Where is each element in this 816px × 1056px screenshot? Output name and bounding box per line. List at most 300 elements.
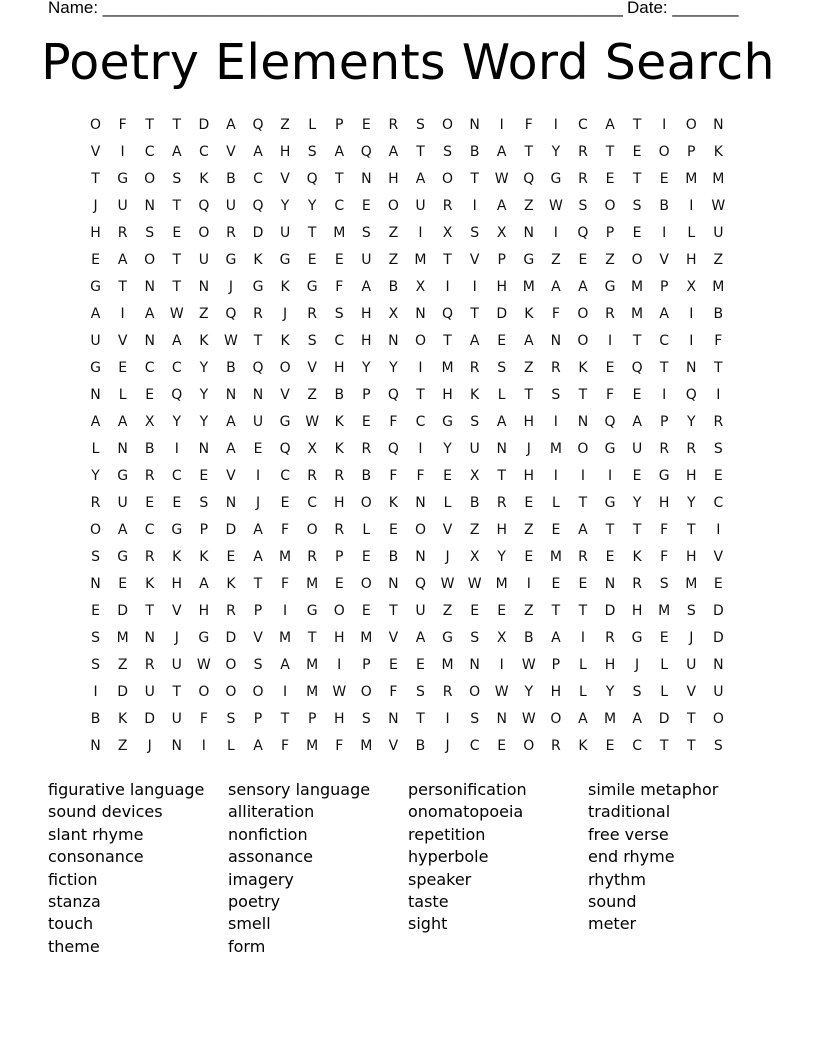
word-list-item: speaker — [408, 869, 472, 889]
word-list-item: end rhyme — [588, 847, 675, 867]
name-field-label: Name: _______________________________________________________ — [48, 0, 623, 17]
grid-letter: I — [120, 305, 125, 322]
grid-letter: T — [443, 332, 452, 349]
grid-letter: A — [226, 116, 236, 133]
grid-letter: I — [93, 683, 98, 700]
grid-letter: T — [443, 251, 452, 268]
grid-letter: M — [495, 575, 508, 592]
grid-letter: I — [553, 467, 558, 484]
grid-letter: H — [333, 710, 345, 727]
word-list-item: sound — [588, 891, 637, 911]
grid-letter: F — [660, 521, 669, 538]
grid-letter: W — [711, 197, 726, 214]
grid-letter: N — [415, 305, 426, 322]
grid-letter: V — [226, 467, 236, 484]
grid-letter: F — [416, 467, 425, 484]
grid-letter: X — [496, 224, 507, 241]
grid-letter: F — [281, 521, 290, 538]
grid-letter: V — [253, 629, 263, 646]
grid-letter: J — [174, 629, 179, 646]
grid-letter: D — [144, 710, 156, 727]
grid-letter: U — [252, 413, 264, 430]
grid-letter: B — [523, 629, 534, 646]
grid-letter: Q — [252, 197, 264, 214]
grid-letter: J — [228, 278, 233, 295]
grid-letter: R — [442, 197, 453, 214]
grid-letter: G — [117, 548, 129, 565]
grid-letter: N — [117, 440, 128, 457]
grid-letter: O — [198, 224, 210, 241]
grid-letter: M — [116, 629, 129, 646]
grid-letter: A — [551, 278, 561, 295]
grid-letter: N — [388, 575, 399, 592]
grid-letter: V — [659, 251, 669, 268]
grid-letter: Z — [551, 251, 561, 268]
grid-letter: E — [118, 575, 128, 592]
grid-letter: R — [144, 548, 155, 565]
grid-letter: E — [497, 737, 507, 754]
grid-letter: T — [659, 737, 669, 754]
grid-letter: S — [686, 602, 696, 619]
grid-letter: D — [117, 602, 128, 619]
grid-letter: B — [388, 548, 399, 565]
grid-letter: N — [144, 629, 155, 646]
grid-letter: W — [332, 683, 347, 700]
grid-letter: M — [306, 575, 319, 592]
grid-row — [82, 624, 732, 651]
grid-letter: W — [494, 170, 509, 187]
grid-letter: E — [497, 332, 507, 349]
grid-letter: D — [496, 305, 508, 322]
grid-letter: G — [90, 359, 101, 376]
grid-letter: Z — [713, 251, 724, 268]
grid-letter: T — [632, 332, 642, 349]
grid-letter: H — [550, 683, 562, 700]
grid-letter: E — [416, 656, 425, 673]
grid-letter: E — [172, 224, 182, 241]
grid-letter: P — [605, 224, 615, 241]
grid-letter: R — [632, 575, 642, 592]
grid-letter: A — [551, 629, 561, 646]
grid-letter: B — [659, 197, 669, 214]
grid-letter: S — [416, 683, 425, 700]
word-list-item: personification — [408, 780, 527, 799]
grid-letter: A — [578, 521, 588, 538]
grid-letter: M — [631, 305, 644, 322]
grid-letter: O — [279, 359, 291, 376]
grid-letter: E — [605, 170, 615, 187]
grid-letter: E — [632, 224, 642, 241]
grid-letter: G — [604, 494, 616, 511]
grid-letter: Q — [414, 575, 426, 592]
grid-letter: B — [388, 278, 399, 295]
grid-letter: T — [578, 386, 588, 403]
grid-letter: E — [91, 602, 100, 619]
grid-letter: N — [198, 278, 210, 295]
grid-letter: G — [279, 413, 291, 430]
grid-letter: N — [686, 359, 697, 376]
grid-letter: U — [90, 332, 101, 349]
grid-letter: R — [144, 467, 155, 484]
grid-letter: R — [713, 413, 724, 430]
grid-letter: N — [225, 494, 237, 511]
grid-letter: A — [496, 143, 507, 160]
grid-letter: Z — [523, 602, 534, 619]
word-list-item: figurative language — [48, 780, 205, 799]
grid-letter: Q — [252, 116, 264, 133]
grid-letter: S — [551, 386, 561, 403]
grid-letter: R — [361, 440, 372, 457]
grid-letter: X — [415, 278, 426, 295]
grid-letter: N — [361, 170, 372, 187]
grid-letter: N — [252, 386, 264, 403]
grid-letter: E — [388, 656, 398, 673]
grid-letter: M — [360, 629, 373, 646]
word-list — [48, 779, 768, 958]
grid-letter: O — [144, 251, 156, 268]
grid-letter: S — [226, 710, 236, 727]
grid-letter: A — [90, 305, 101, 322]
grid-letter: T — [686, 710, 696, 727]
grid-letter: D — [252, 224, 264, 241]
grid-letter: S — [443, 143, 452, 160]
grid-row — [82, 705, 732, 732]
grid-letter: E — [605, 737, 615, 754]
letter-grid — [82, 111, 732, 759]
grid-letter: C — [334, 197, 345, 214]
grid-letter: O — [550, 710, 562, 727]
grid-letter: Q — [306, 170, 318, 187]
word-list-item: sight — [408, 914, 448, 934]
grid-row — [82, 165, 732, 192]
grid-letter: T — [470, 170, 479, 187]
grid-letter: O — [387, 197, 399, 214]
grid-letter: R — [605, 305, 615, 322]
grid-letter: Q — [523, 170, 535, 187]
grid-letter: E — [470, 602, 480, 619]
date-field-label: Date: _______ — [627, 0, 739, 17]
grid-letter: M — [306, 683, 319, 700]
grid-letter: S — [307, 143, 317, 160]
grid-letter: V — [713, 548, 724, 565]
grid-letter: Y — [199, 359, 209, 376]
grid-letter: T — [280, 710, 290, 727]
grid-letter: U — [198, 251, 209, 268]
grid-letter: Z — [605, 251, 615, 268]
grid-letter: G — [90, 278, 101, 295]
grid-letter: O — [360, 575, 372, 592]
grid-letter: E — [361, 602, 371, 619]
grid-row — [82, 273, 732, 300]
grid-letter: I — [689, 305, 694, 322]
grid-letter: P — [335, 116, 344, 133]
grid-letter: O — [523, 737, 535, 754]
grid-letter: E — [334, 575, 344, 592]
grid-letter: Q — [360, 143, 372, 160]
grid-letter: T — [714, 359, 723, 376]
grid-letter: R — [90, 494, 101, 511]
grid-letter: Y — [362, 359, 371, 376]
grid-letter: N — [144, 197, 155, 214]
grid-letter: E — [632, 386, 642, 403]
grid-letter: Q — [631, 359, 643, 376]
grid-letter: Z — [442, 602, 453, 619]
grid-letter: E — [253, 440, 263, 457]
grid-row — [82, 408, 732, 435]
grid-letter: H — [685, 467, 697, 484]
grid-letter: Z — [523, 359, 534, 376]
grid-letter: F — [389, 683, 398, 700]
grid-letter: T — [118, 278, 127, 295]
word-list-item: hyperbole — [408, 847, 489, 867]
grid-letter: A — [253, 521, 263, 538]
grid-letter: J — [445, 548, 450, 565]
grid-letter: P — [199, 521, 209, 538]
grid-letter: Y — [524, 683, 534, 700]
grid-letter: R — [117, 224, 128, 241]
grid-letter: Y — [199, 413, 209, 430]
grid-letter: I — [418, 440, 423, 457]
grid-letter: K — [524, 305, 534, 322]
grid-letter: A — [226, 440, 236, 457]
grid-letter: G — [658, 467, 670, 484]
grid-letter: N — [550, 332, 562, 349]
grid-letter: I — [337, 656, 342, 673]
grid-letter: V — [226, 143, 236, 160]
grid-letter: P — [687, 143, 696, 160]
grid-letter: S — [632, 683, 642, 700]
grid-letter: L — [579, 683, 587, 700]
grid-letter: M — [279, 629, 292, 646]
grid-letter: N — [415, 494, 426, 511]
grid-row — [82, 516, 732, 543]
grid-letter: F — [524, 116, 533, 133]
grid-letter: A — [199, 575, 209, 592]
grid-letter: E — [361, 197, 371, 214]
grid-letter: T — [524, 386, 534, 403]
grid-letter: X — [469, 467, 480, 484]
grid-letter: A — [578, 278, 588, 295]
grid-letter: R — [659, 440, 670, 457]
grid-letter: K — [199, 548, 209, 565]
grid-row — [82, 381, 732, 408]
grid-letter: K — [334, 440, 344, 457]
grid-letter: E — [91, 251, 100, 268]
grid-letter: A — [524, 332, 534, 349]
grid-letter: S — [470, 629, 480, 646]
grid-letter: R — [334, 467, 345, 484]
grid-letter: Z — [280, 116, 290, 133]
grid-letter: E — [361, 116, 371, 133]
grid-letter: G — [306, 602, 318, 619]
grid-letter: N — [90, 575, 101, 592]
grid-letter: U — [415, 602, 426, 619]
grid-letter: W — [305, 413, 320, 430]
grid-letter: F — [281, 737, 290, 754]
grid-letter: E — [443, 467, 452, 484]
grid-letter: A — [144, 305, 155, 322]
grid-letter: R — [307, 305, 318, 322]
grid-row — [82, 732, 732, 759]
grid-letter: S — [334, 305, 344, 322]
page-title: Poetry Elements Word Search — [41, 34, 775, 91]
grid-letter: S — [199, 494, 209, 511]
grid-letter: D — [658, 710, 670, 727]
grid-letter: P — [551, 656, 561, 673]
grid-letter: A — [632, 413, 642, 430]
grid-letter: E — [605, 548, 615, 565]
grid-letter: M — [549, 440, 562, 457]
grid-letter: A — [253, 143, 263, 160]
grid-letter: T — [172, 116, 182, 133]
grid-letter: A — [117, 413, 128, 430]
grid-letter: H — [90, 224, 101, 241]
grid-letter: H — [658, 494, 670, 511]
grid-letter: G — [550, 170, 562, 187]
grid-letter: E — [551, 521, 561, 538]
grid-letter: H — [333, 629, 345, 646]
grid-letter: W — [521, 710, 536, 727]
grid-letter: B — [713, 305, 724, 322]
grid-letter: X — [686, 278, 697, 295]
grid-letter: T — [416, 143, 425, 160]
grid-letter: E — [280, 494, 290, 511]
grid-letter: K — [145, 575, 155, 592]
grid-letter: Z — [523, 197, 534, 214]
grid-letter: S — [713, 440, 723, 457]
grid-letter: O — [252, 683, 264, 700]
grid-letter: I — [499, 656, 504, 673]
grid-letter: O — [712, 710, 724, 727]
word-list-item: repetition — [408, 824, 486, 844]
grid-row — [82, 300, 732, 327]
grid-letter: P — [362, 386, 371, 403]
grid-letter: U — [713, 224, 724, 241]
grid-letter: F — [335, 278, 344, 295]
grid-letter: F — [199, 710, 208, 727]
grid-letter: B — [469, 143, 480, 160]
grid-letter: J — [635, 656, 640, 673]
grid-letter: I — [283, 683, 288, 700]
grid-letter: T — [145, 602, 154, 619]
grid-letter: O — [469, 683, 481, 700]
grid-letter: K — [199, 170, 209, 187]
grid-letter: F — [281, 575, 290, 592]
grid-letter: L — [227, 737, 235, 754]
grid-letter: G — [523, 251, 535, 268]
grid-row — [82, 651, 732, 678]
grid-letter: T — [91, 170, 100, 187]
grid-letter: E — [145, 494, 155, 511]
grid-letter: M — [522, 278, 535, 295]
grid-letter: X — [307, 440, 317, 457]
grid-letter: U — [144, 683, 155, 700]
grid-letter: F — [551, 305, 560, 322]
grid-letter: T — [307, 629, 317, 646]
grid-letter: I — [662, 224, 667, 241]
grid-letter: I — [201, 737, 206, 754]
grid-letter: S — [659, 575, 669, 592]
grid-letter: E — [713, 467, 723, 484]
grid-letter: A — [334, 143, 345, 160]
grid-letter: E — [659, 629, 669, 646]
grid-letter: G — [252, 278, 264, 295]
grid-letter: P — [335, 548, 344, 565]
grid-letter: E — [578, 575, 588, 592]
grid-letter: I — [662, 386, 667, 403]
grid-letter: R — [578, 143, 588, 160]
word-list-item: nonfiction — [228, 824, 308, 844]
grid-letter: I — [499, 116, 504, 133]
grid-letter: N — [469, 116, 480, 133]
grid-letter: K — [280, 278, 290, 295]
grid-letter: E — [524, 494, 534, 511]
grid-letter: M — [414, 251, 427, 268]
grid-letter: G — [442, 413, 453, 430]
grid-letter: U — [279, 224, 291, 241]
grid-letter: K — [172, 548, 182, 565]
word-list-item: alliteration — [228, 802, 315, 822]
grid-letter: Y — [605, 683, 615, 700]
grid-letter: L — [362, 521, 371, 538]
grid-letter: H — [523, 467, 535, 484]
grid-letter: C — [632, 737, 642, 754]
grid-letter: C — [280, 467, 290, 484]
grid-letter: M — [333, 224, 346, 241]
grid-letter: N — [225, 386, 237, 403]
grid-letter: T — [551, 602, 561, 619]
grid-letter: J — [93, 197, 98, 214]
grid-letter: H — [496, 521, 507, 538]
word-list-item: traditional — [588, 802, 671, 822]
grid-letter: N — [388, 332, 399, 349]
grid-letter: R — [144, 656, 155, 673]
grid-letter: L — [551, 494, 560, 511]
grid-letter: M — [549, 548, 562, 565]
grid-letter: Q — [198, 197, 210, 214]
grid-letter: E — [632, 467, 642, 484]
grid-letter: I — [716, 521, 721, 538]
grid-letter: N — [713, 656, 724, 673]
grid-letter: U — [171, 710, 182, 727]
grid-letter: G — [442, 629, 453, 646]
grid-letter: A — [171, 143, 182, 160]
grid-letter: Y — [280, 197, 290, 214]
grid-letter: T — [632, 116, 642, 133]
grid-row — [82, 570, 732, 597]
grid-letter: R — [551, 737, 561, 754]
grid-letter: E — [632, 143, 642, 160]
grid-letter: Z — [117, 656, 128, 673]
grid-letter: W — [440, 575, 455, 592]
grid-letter: I — [553, 224, 558, 241]
grid-letter: J — [526, 440, 531, 457]
grid-letter: N — [604, 575, 616, 592]
grid-letter: V — [686, 683, 697, 700]
grid-letter: C — [415, 413, 426, 430]
grid-letter: I — [174, 440, 179, 457]
grid-letter: P — [362, 656, 371, 673]
grid-letter: G — [306, 278, 318, 295]
grid-letter: T — [172, 683, 182, 700]
grid-letter: Y — [632, 494, 642, 511]
grid-row — [82, 489, 732, 516]
grid-letter: T — [253, 332, 263, 349]
grid-letter: R — [469, 359, 480, 376]
grid-letter: K — [226, 575, 236, 592]
grid-letter: W — [224, 332, 238, 349]
grid-letter: Q — [387, 440, 399, 457]
